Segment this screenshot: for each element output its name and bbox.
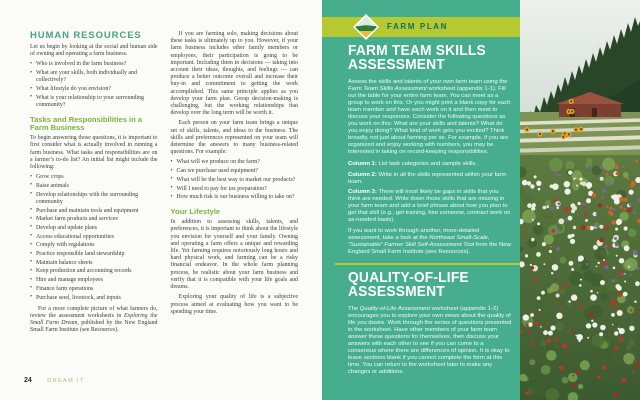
text-run: If you want to work through another, more-detailed assessment, take a look at the [348, 227, 480, 241]
list-item: • Grow crops [30, 174, 158, 181]
page-number: 24 [24, 377, 32, 384]
text-run: List task categories and sample skills. [376, 161, 477, 167]
text-run: For a more complete picture of what farmers do, review the assessment worksheets in [30, 305, 158, 319]
column-note-2 [348, 172, 512, 186]
farm-plan-banner [322, 17, 520, 37]
column-note-3 [348, 189, 512, 224]
paragraph [30, 306, 158, 335]
list-item: • Raise animals [30, 183, 158, 190]
paragraph [348, 79, 512, 156]
list-item: • Purchase and maintain tools and equipment [30, 208, 158, 215]
section-title: HUMAN RESOURCES [30, 30, 142, 41]
list-item: • Will I need to pay for tax preparation? [171, 186, 299, 193]
list-item: • Practice responsible land stewardship [30, 251, 158, 258]
text-run: The [348, 306, 360, 312]
list-item: • Keep production and accounting records [30, 268, 158, 275]
subsection-heading-tasks: Tasks and Responsibilities in a Farm Business [30, 115, 143, 133]
section-divider [335, 263, 520, 266]
farm-plan-logo-icon [353, 14, 379, 40]
worksheet-title-italic: Quality-of-Life Assessment [359, 306, 430, 312]
example-question-list [171, 159, 299, 201]
panel-content [348, 44, 512, 381]
banner-label: FARM PLAN [387, 22, 449, 31]
paragraph: Exploring your quality of life is a subjective process aimed at evaluating how you want to be spending your time. [170, 294, 298, 315]
paragraph: Each person on your farm team brings a unique set of skills, talents, and ideas to the business. The skills and preferences represented on your team will determine the answers to many business-related questions. For example: [170, 120, 298, 156]
list-item: • What will be the best way to market our products? [171, 177, 299, 184]
subsection-heading-lifestyle: Your Lifestyle [170, 207, 221, 217]
text-run: Assess the skills and talents of your own farm team using the [348, 79, 508, 85]
task-list [30, 174, 158, 302]
list-item: • Maintain balance sheets [30, 260, 158, 267]
text-run: , published by the New England Small Farm Institute (see Resources). [30, 320, 158, 334]
list-item: • Hire and manage employees [30, 277, 158, 284]
list-item: • Comply with regulations [30, 242, 158, 249]
text-run: worksheet (appendix 1-2) encourages you to explore your own views about the quality of life you desire. Work through the series of questions presented in the worksheet. Have other members of your farm team answer these questions for themselves, then discuss your answers with each other to see if you can come to a consensus where there are differences of opinion. It is okay to leave sections blank if you cannot complete the form at this time. You can return to the worksheet later to make any changes or additions. [348, 306, 512, 375]
intro-paragraph: Let us begin by looking at the social and human side of owning and operating a farm business. [30, 44, 158, 58]
list-item: • What will we produce on the farm? [171, 159, 299, 166]
list-item: • Market farm products and services [30, 216, 158, 223]
list-item: • Can we purchase used equipment? [171, 168, 299, 175]
middle-column [171, 31, 299, 338]
paragraph [348, 228, 512, 256]
list-item: • Develop relationships with the surrounding community [30, 192, 158, 206]
list-item: • Access educational opportunities [30, 234, 158, 241]
paragraph: To begin answering those questions, it is important to first consider what is actually involved in running a farm business. What tasks and responsibilities are on a farmer’s to-do list? An initial list might include the following: [30, 135, 158, 171]
tool-title-italic: Northeast Small-Scale, “Sustainable” Farmer Skill Self-Assessment Tool [348, 234, 490, 248]
paragraph: If you are farming solo, making decisions about these tasks is ultimately up to you. However, if your farm business includes other family members or employees, their participation is going to be important. Including them in decisions — taking into account their ideas, thoughts, and feelings — can produce a better outcome overall and increase their buy-in and commitment to getting the work accomplished. This same principle applies as you develop your farm plan. Group decision-making is challenging, but the working relationships that develop over the long term will be worth it. [170, 31, 298, 117]
farm-plan-panel [322, 0, 520, 400]
chapter-label: DREAM IT [47, 378, 85, 384]
panel-subtitle: QUALITY-OF-LIFE ASSESSMENT [348, 269, 469, 300]
question-list [30, 61, 158, 109]
paragraph: In addition to assessing skills, talents, and preferences, it is important to think about the lifestyle you envision for yourself and your family. Owning and operating a farm offers a unique and rewarding life. Yet farming requires notoriously long hours and hard physical work, and farming can be a risky financial endeavor. In the whole farm planning process, be realistic about your farm business and verify that it is compatible with your life goals and dreams. [170, 219, 298, 291]
paragraph [348, 306, 512, 376]
column-label: Column 3: [348, 189, 377, 195]
page-footer [24, 369, 85, 387]
text-columns [30, 31, 298, 338]
text-run: Write in all the skills represented within your farm team. [348, 171, 507, 185]
list-item: • Develop and update plans [30, 225, 158, 232]
column-label: Column 2: [348, 171, 377, 178]
list-item: • Finance farm operations [30, 286, 158, 293]
list-item: • How much risk is our business willing to take on? [171, 194, 299, 201]
left-column [30, 31, 158, 338]
worksheet-title-italic: Farm Team Skills Assessment [348, 86, 427, 92]
panel-title: FARM TEAM SKILLS ASSESSMENT [348, 42, 486, 73]
text-run: There will most likely be gaps in skills that you think are needed. Write down those skills that are missing in your farm team and add a brief phrase about how you plan to get that skill (e.g., get training, hire someone, contract work on as-needed basis). [348, 189, 511, 223]
list-item: • What are your skills, both individually and collectively? [30, 70, 158, 84]
farm-photo [520, 0, 640, 400]
column-label: Column 1: [348, 161, 377, 167]
list-item: • What is your relationship to your surrounding community? [30, 95, 158, 109]
list-item: • What lifestyle do you envision? [30, 86, 158, 93]
column-note-1 [348, 161, 512, 168]
list-item: • Who is involved in the farm business? [30, 61, 158, 68]
text-run: worksheet (appendix 1-1). Fill out the table for your entire farm team. You can meet as a group to work on this. Or you might print a blank copy for each team member and have each work on it and then meet to discuss your responses. Consider the following questions as you work on this: What are your skills and talents? What do you enjoy doing? What kind of work gets you excited? Think broadly, not just about farming per se. For example, if you are organized and enjoy working with numbers, you may be interested in taking on record-keeping responsibilities. [348, 86, 511, 155]
book-title-italic: Exploring the Small Farm Dream [30, 312, 158, 327]
list-item: • Purchase seed, livestock, and inputs [30, 295, 158, 302]
text-run: from the New England Small Farm Institute (see Resources). [348, 241, 511, 255]
